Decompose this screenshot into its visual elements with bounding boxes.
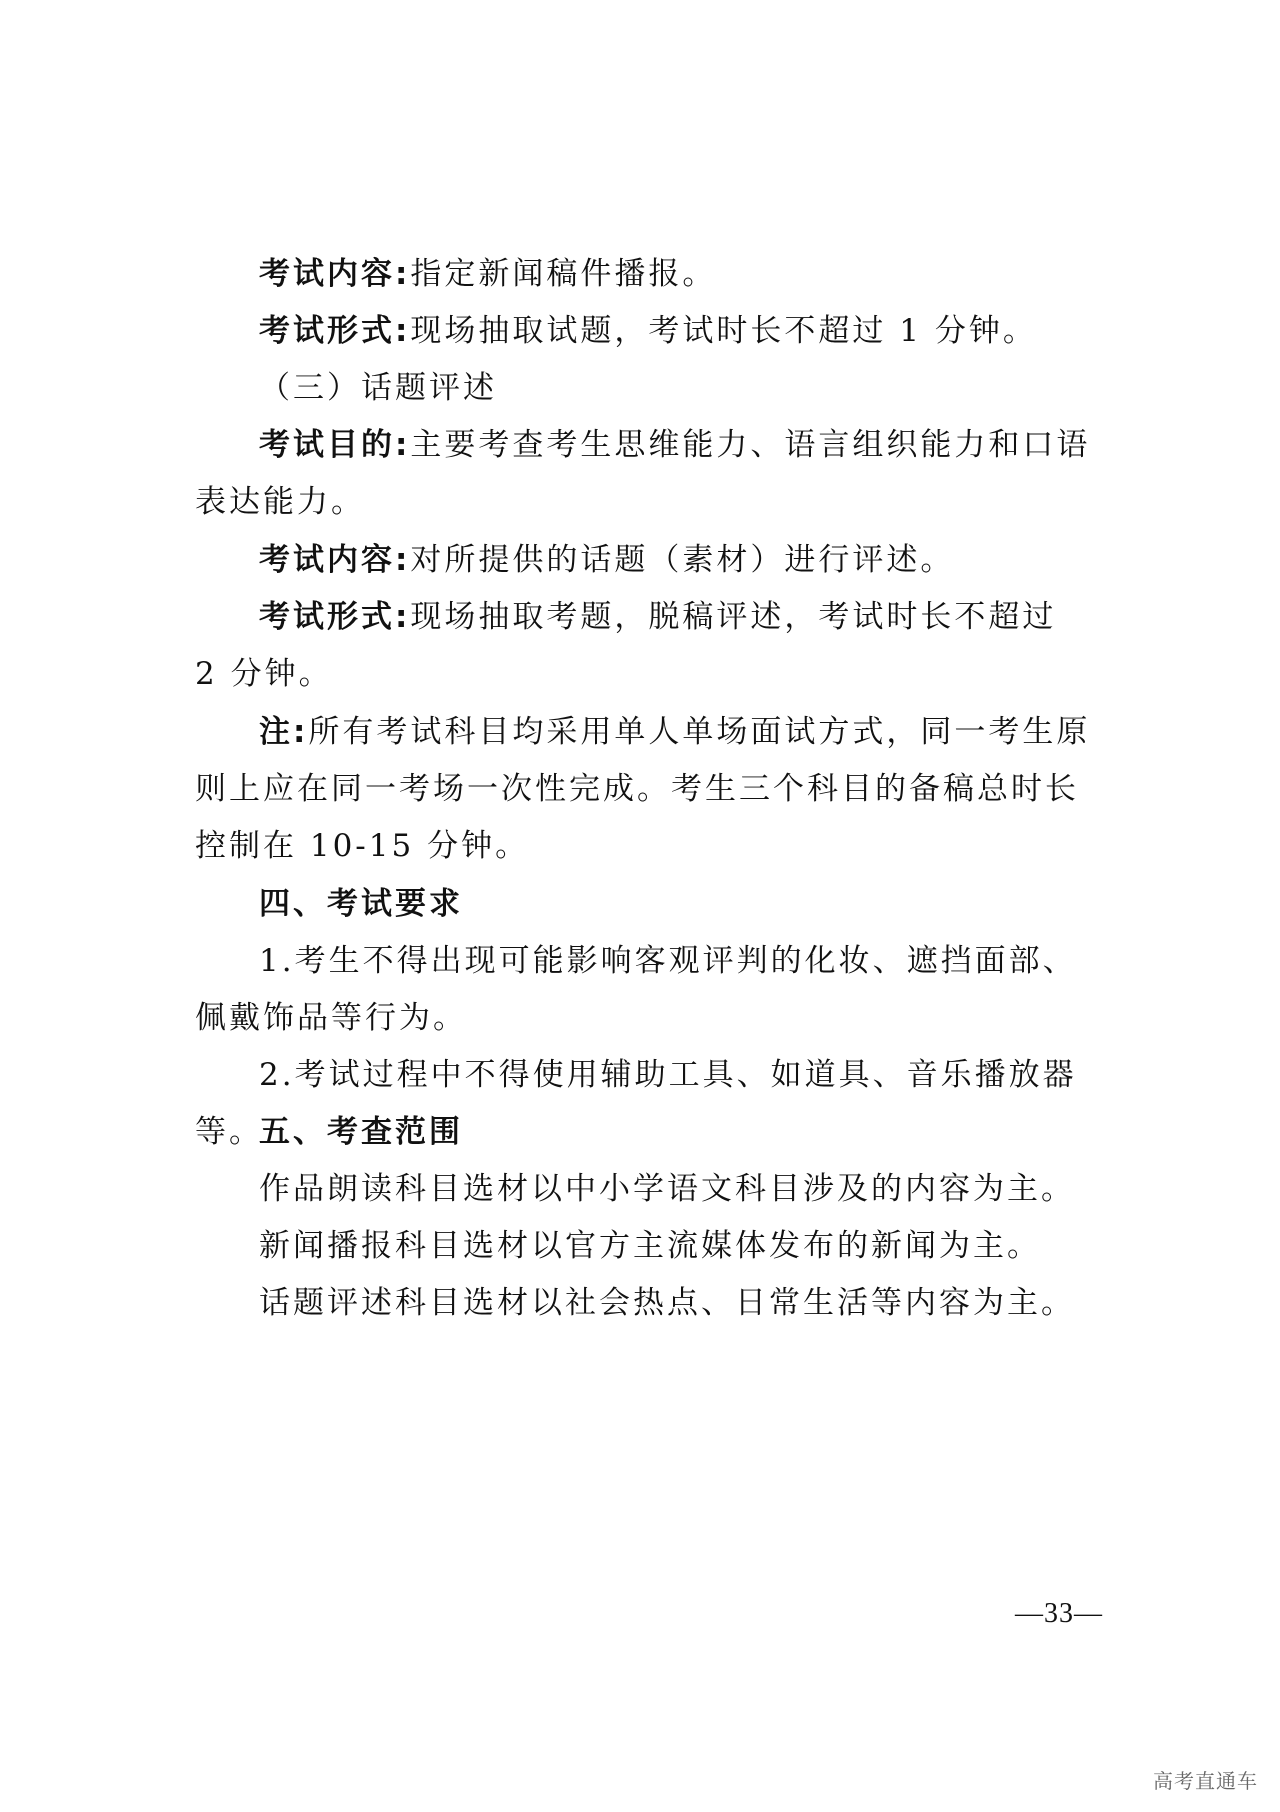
section-heading-exam-scope: 五、考查范围	[259, 1114, 463, 1150]
exam-format-text-2: 现场抽取考题，脱稿评述，考试时长不超过 2 分钟。	[195, 599, 1057, 692]
exam-content-paragraph-2	[195, 532, 1091, 589]
exam-purpose-paragraph	[195, 417, 1091, 531]
subsection-heading-topic-commentary: （三）话题评述	[259, 370, 497, 406]
scope-item-2: 新闻播报科目选材以官方主流媒体发布的新闻为主。	[259, 1228, 1041, 1264]
requirement-item-2: 2.考试过程中不得使用辅助工具、如道具、音乐播放器等。	[195, 1057, 1077, 1150]
exam-content-paragraph	[195, 246, 1091, 303]
exam-content-label: 考试内容:	[259, 256, 411, 292]
exam-format-paragraph	[195, 303, 1091, 360]
watermark: 高考直通车	[1153, 1769, 1258, 1793]
note-label: 注:	[259, 714, 309, 750]
exam-content-text-2: 对所提供的话题（素材）进行评述。	[410, 542, 955, 578]
note-paragraph	[195, 704, 1091, 875]
exam-purpose-label: 考试目的:	[259, 427, 411, 463]
exam-purpose-text: 主要考查考生思维能力、语言组织能力和口语表达能力。	[195, 427, 1091, 520]
exam-content-label-2: 考试内容:	[259, 542, 411, 578]
exam-content-text: 指定新闻稿件播报。	[410, 256, 717, 292]
scope-item-3: 话题评述科目选材以社会热点、日常生活等内容为主。	[259, 1285, 1075, 1321]
exam-format-text: 现场抽取试题，考试时长不超过 1 分钟。	[410, 313, 1037, 349]
scope-item-1: 作品朗读科目选材以中小学语文科目涉及的内容为主。	[259, 1171, 1075, 1207]
note-text: 所有考试科目均采用单人单场面试方式，同一考生原则上应在同一考场一次性完成。考生三个科目的备稿总时长控制在 10-15 分钟。	[195, 714, 1091, 864]
page-number: —33—	[1015, 1598, 1103, 1629]
exam-format-paragraph-2	[195, 589, 1091, 703]
exam-format-label: 考试形式:	[259, 313, 411, 349]
section-heading-exam-requirements: 四、考试要求	[259, 886, 463, 922]
exam-format-label-2: 考试形式:	[259, 599, 411, 635]
requirement-item-1: 1.考生不得出现可能影响客观评判的化妆、遮挡面部、佩戴饰品等行为。	[195, 943, 1077, 1036]
